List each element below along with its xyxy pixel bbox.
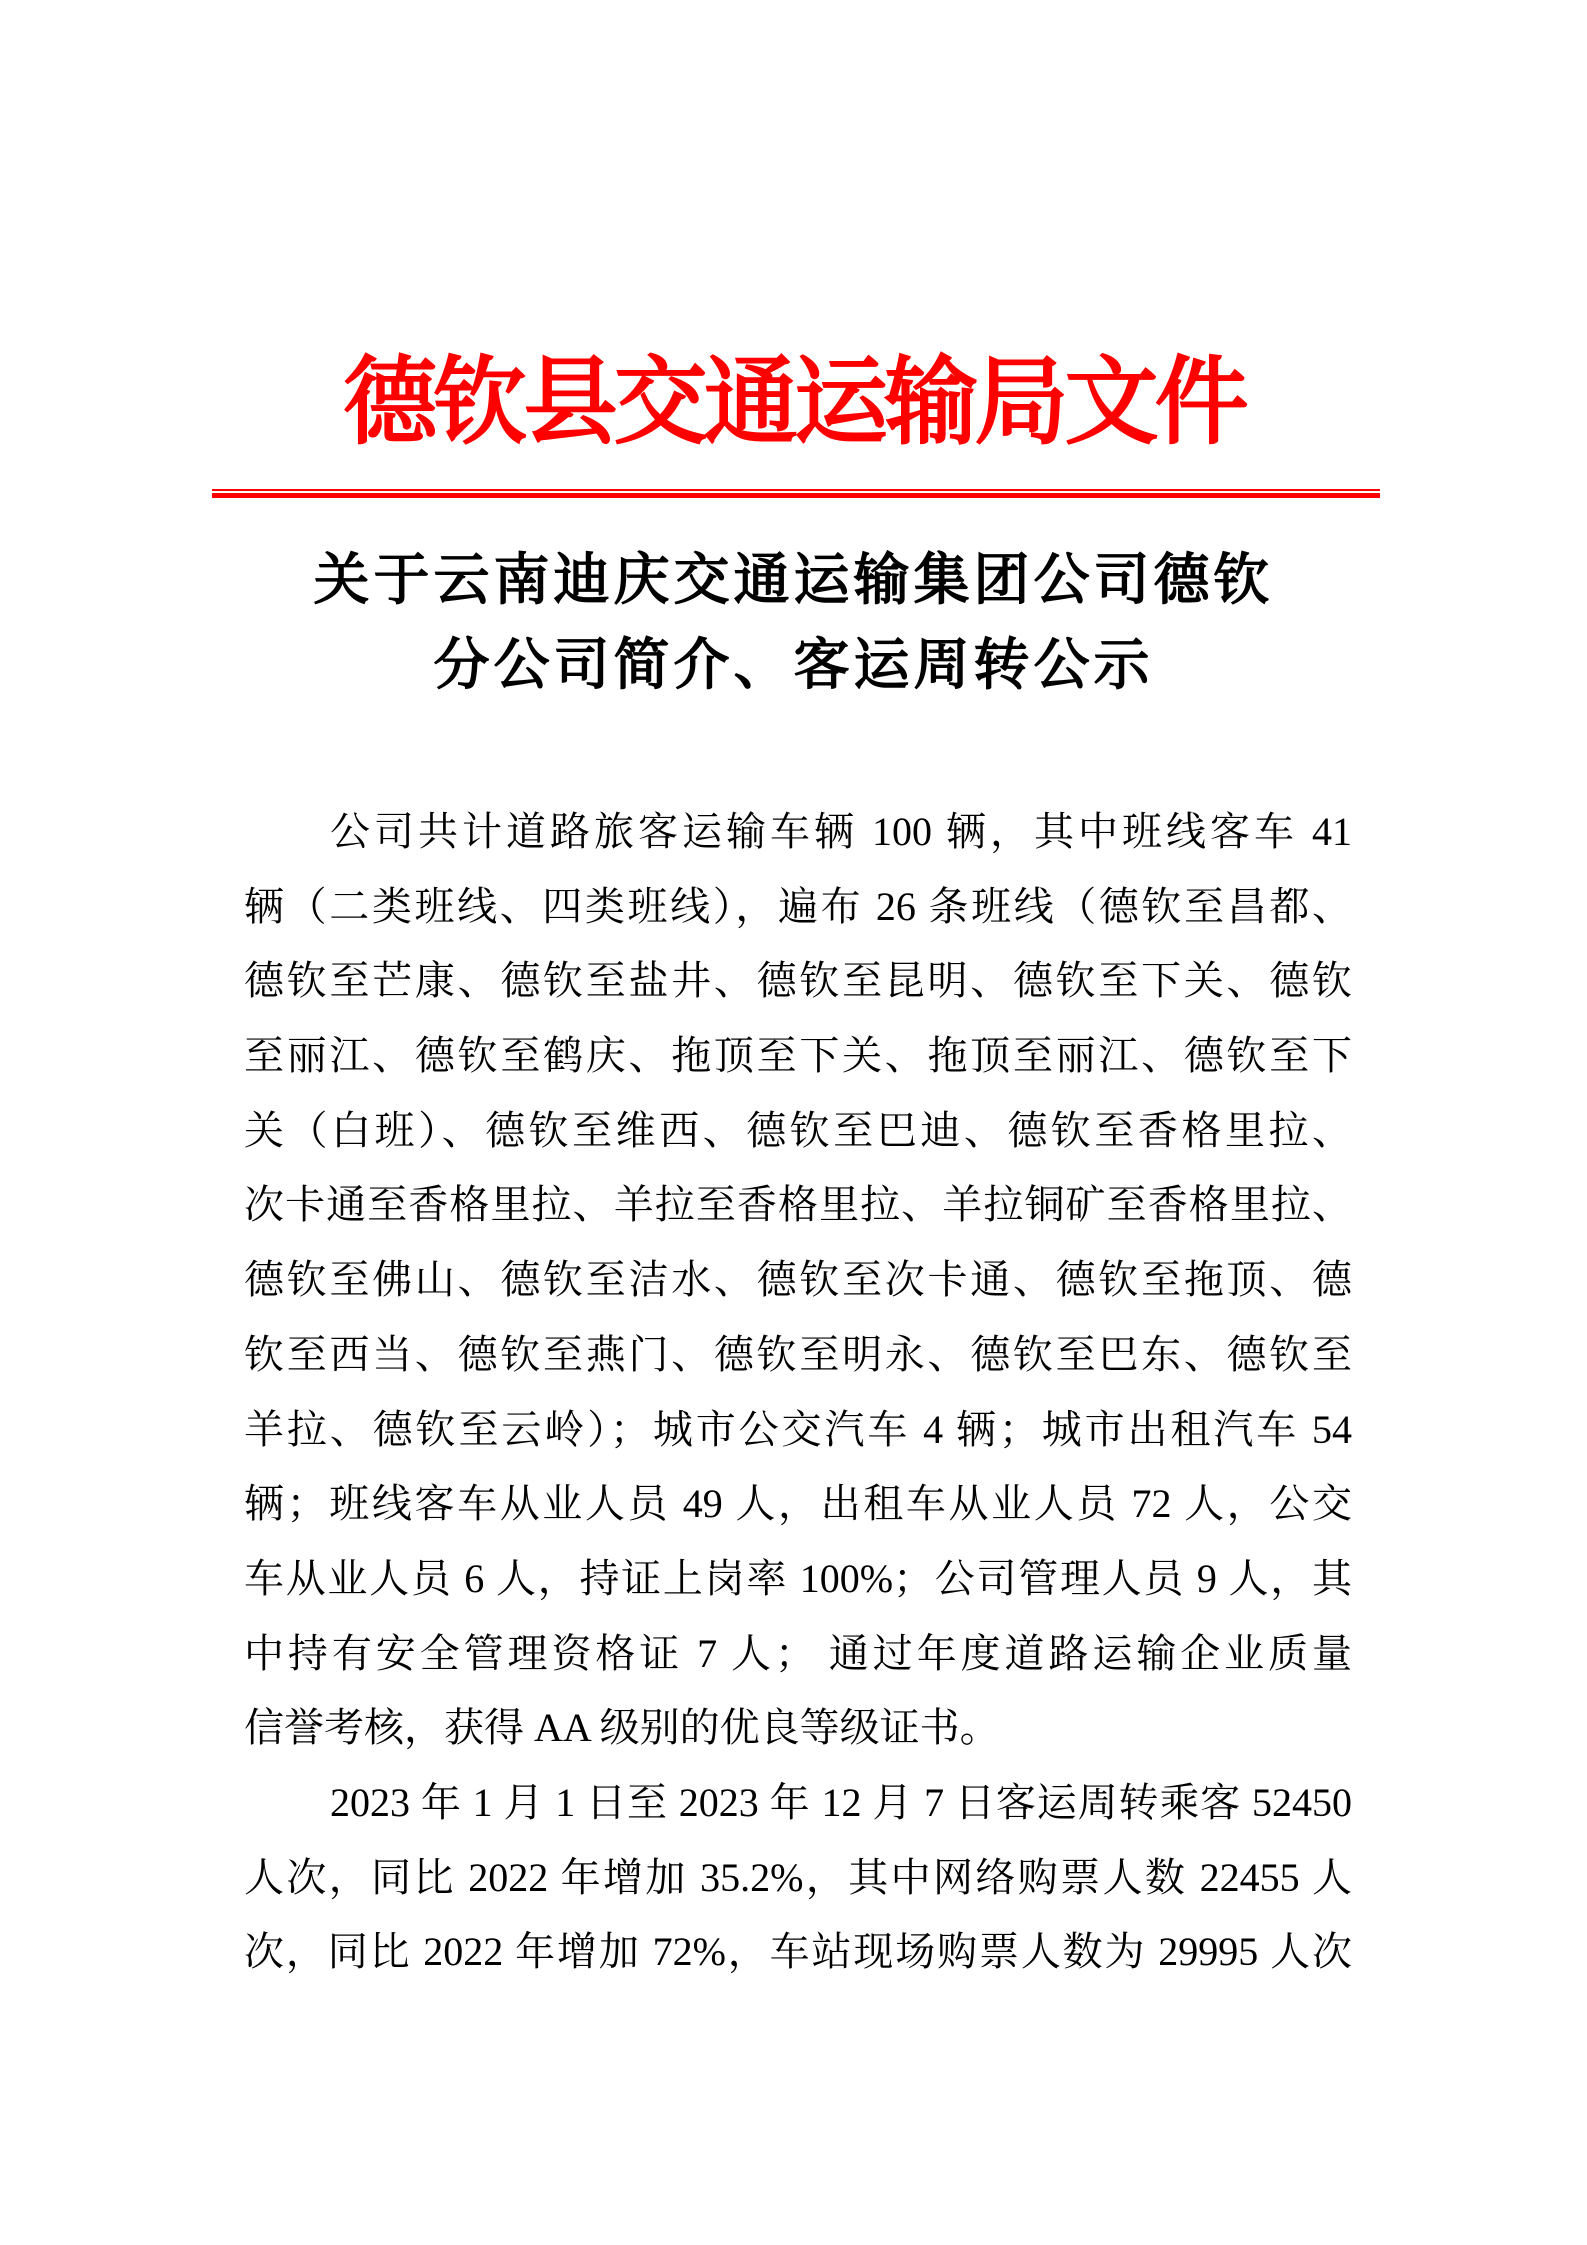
body-line: 德钦至佛山、德钦至洁水、德钦至次卡通、德钦至拖顶、德 — [244, 1257, 1352, 1303]
body-line: 信誉考核，获得 AA 级别的优良等级证书。 — [244, 1705, 1000, 1751]
document-header — [0, 345, 1587, 458]
body-line: 次卡通至香格里拉、羊拉至香格里拉、羊拉铜矿至香格里拉、 — [244, 1182, 1352, 1228]
body-line: 羊拉、德钦至云岭）；城市公交汽车 4 辆；城市出租汽车 54 — [244, 1406, 1352, 1452]
body-line: 2023 年 1 月 1 日至 2023 年 12 月 7 日客运周转乘客 52450 — [330, 1779, 1352, 1825]
body-line: 辆（二类班线、四类班线），遍布 26 条班线（德钦至昌都、 — [244, 883, 1352, 929]
paragraph-passenger-statistics — [244, 1766, 1352, 1990]
document-body — [244, 795, 1352, 1990]
notice-title-line-2: 分公司简介、客运周转公示 — [433, 632, 1154, 698]
body-line: 公司共计道路旅客运输车辆 100 辆，其中班线客车 41 — [330, 809, 1352, 854]
body-line: 车从业人员 6 人，持证上岗率 100%；公司管理人员 9 人，其 — [244, 1555, 1352, 1601]
body-line: 德钦至芒康、德钦至盐井、德钦至昆明、德钦至下关、德钦 — [244, 958, 1352, 1004]
header-rule-thick — [212, 493, 1380, 498]
body-line: 中持有安全管理资格证 7 人； 通过年度道路运输企业质量 — [244, 1630, 1352, 1676]
body-line: 关（白班）、德钦至维西、德钦至巴迪、德钦至香格里拉、 — [244, 1107, 1352, 1153]
notice-title-line-1: 关于云南迪庆交通运输集团公司德钦 — [313, 547, 1274, 613]
header-rule-thin — [212, 489, 1380, 491]
issuing-authority-title: 德钦县交通运输局文件 — [342, 345, 1245, 458]
body-line: 辆；班线客车从业人员 49 人，出租车从业人员 72 人，公交 — [244, 1481, 1352, 1527]
body-line: 钦至西当、德钦至燕门、德钦至明永、德钦至巴东、德钦至 — [244, 1331, 1352, 1377]
paragraph-company-profile — [244, 795, 1352, 1766]
body-line: 次，同比 2022 年增加 72%，车站现场购票人数为 29995 人次 — [244, 1929, 1352, 1975]
body-line: 至丽江、德钦至鹤庆、拖顶至下关、拖顶至丽江、德钦至下 — [244, 1033, 1352, 1079]
body-line: 人次，同比 2022 年增加 35.2%，其中网络购票人数 22455 人 — [244, 1854, 1352, 1900]
